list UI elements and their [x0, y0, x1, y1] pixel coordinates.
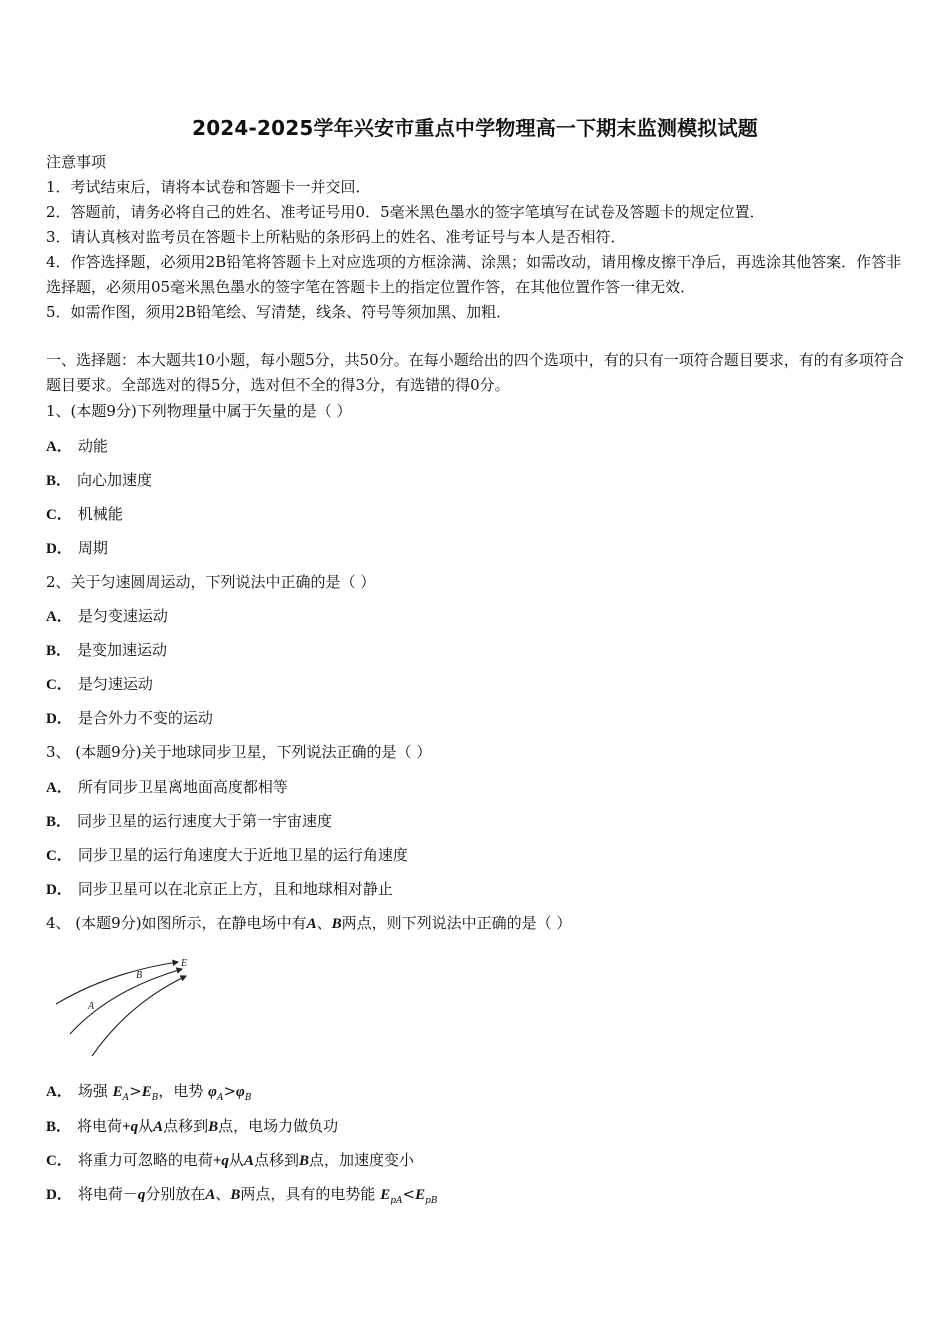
- field-line: [92, 976, 186, 1056]
- section-heading: 一、选择题：本大题共10小题，每小题5分，共50分。在每小题给出的四个选项中，有的只有一项符合题目要求，有的有多项符合题目要求。全部选对的得5分，选对但不全的得3分，有选错的得0分。: [46, 351, 904, 394]
- label-e: E: [181, 958, 188, 969]
- page-title: 2024-2025学年兴安市重点中学物理高一下期末监测模拟试题: [192, 116, 758, 140]
- question-4-stem: 4、 (本题9分)如图所示，在静电场中有A、B两点，则下列说法中正确的是（ ）: [46, 914, 572, 932]
- notice-item: 1．考试结束后，请将本试卷和答题卡一并交回．: [46, 178, 371, 196]
- q4-option-c: C． 将重力可忽略的电荷+q从A点移到B点，加速度变小: [46, 1151, 414, 1169]
- q4-option-a: A． 场强 $E_A>E_B$，电势 $\varphi_A>\varphi_B$: [46, 1082, 252, 1103]
- notice-heading: 注意事项: [46, 153, 107, 171]
- notice-item: 2．答题前，请务必将自己的姓名、准考证号用0．5毫米黑色墨水的签字笔填写在试卷及答题卡的规定位置．: [46, 203, 765, 221]
- q1-option-b: B． 向心加速度: [46, 471, 153, 489]
- notice-item: 4．作答选择题，必须用2B铅笔将答题卡上对应选项的方框涂满、涂黑；如需改动，请用橡皮擦干净后，再选涂其他答案．作答非选择题，必须用05毫米黑色墨水的签字笔在答题卡上的指定位置作答，在其他位置作答一律无效．: [46, 253, 902, 296]
- label-b: B: [136, 970, 143, 981]
- q1-option-c: C． 机械能: [46, 505, 123, 523]
- electric-field-figure: [50, 952, 200, 1062]
- q2-option-b: B． 是变加速运动: [46, 641, 168, 659]
- notice-item: 3．请认真核对监考员在答题卡上所粘贴的条形码上的姓名、准考证号与本人是否相符．: [46, 228, 626, 246]
- field-line: [70, 969, 182, 1034]
- q2-option-d: D． 是合外力不变的运动: [46, 709, 213, 727]
- q1-option-a: A． 动能: [46, 437, 108, 455]
- q2-option-c: C． 是匀速运动: [46, 675, 153, 693]
- q3-option-b: B． 同步卫星的运行速度大于第一宇宙速度: [46, 812, 333, 830]
- q4-option-b: B． 将电荷+q从A点移到B点，电场力做负功: [46, 1117, 339, 1135]
- label-a: A: [88, 1001, 95, 1012]
- question-2-stem: 2、关于匀速圆周运动，下列说法中正确的是（ ）: [46, 573, 376, 591]
- q2-option-a: A． 是匀变速运动: [46, 607, 168, 625]
- question-1-stem: 1、(本题9分)下列物理量中属于矢量的是（ ）: [46, 402, 352, 420]
- question-3-stem: 3、 (本题9分)关于地球同步卫星，下列说法正确的是（ ）: [46, 743, 432, 761]
- q1-option-d: D． 周期: [46, 539, 108, 557]
- field-line: [56, 962, 178, 1004]
- q4-option-d: D． 将电荷－q分别放在A、B两点，具有的电势能 $E_{pA}<E_{pB}$: [46, 1185, 438, 1206]
- q3-option-a: A． 所有同步卫星离地面高度都相等: [46, 778, 288, 796]
- q3-option-d: D． 同步卫星可以在北京正上方，且和地球相对静止: [46, 880, 393, 898]
- notice-item: 5．如需作图，须用2B铅笔绘、写清楚，线条、符号等须加黑、加粗．: [46, 303, 512, 321]
- q3-option-c: C． 同步卫星的运行角速度大于近地卫星的运行角速度: [46, 846, 408, 864]
